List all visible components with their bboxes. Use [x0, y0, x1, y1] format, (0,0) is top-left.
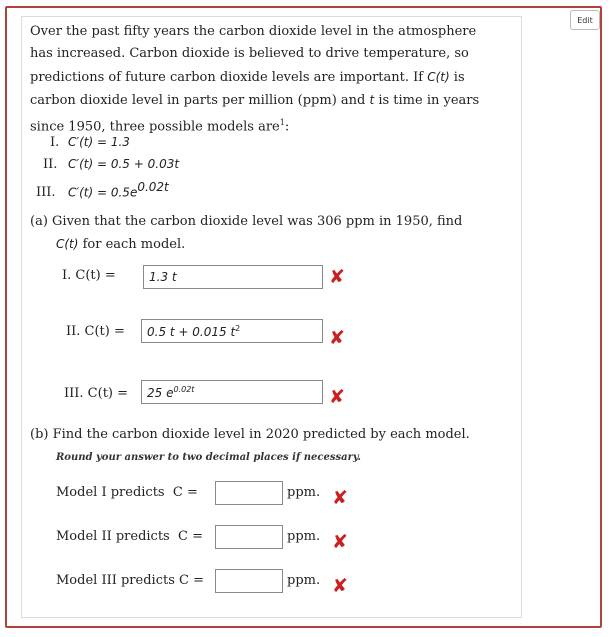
incorrect-icon: ✘	[329, 266, 345, 288]
incorrect-icon: ✘	[332, 575, 348, 597]
unit-ppm: ppm.	[287, 573, 321, 588]
intro-line-3: predictions of future carbon dioxide levels are important. If C(t) is	[30, 69, 465, 85]
answer-a2-label: II. C(t) =	[66, 324, 125, 339]
answer-b1-input[interactable]	[215, 481, 283, 505]
rounding-note: Round your answer to two decimal places if necessary.	[56, 452, 361, 463]
incorrect-icon: ✘	[329, 386, 345, 408]
edit-button[interactable]: Edit	[570, 10, 600, 30]
part-a-line-2: C(t) for each model.	[56, 237, 186, 252]
model-2: II. C′(t) = 0.5 + 0.03t	[43, 157, 180, 172]
model-3: III. $C'(t) = 0.5e^{0.02t}$	[36, 180, 169, 201]
answer-b2-label: Model II predicts C =	[56, 529, 203, 544]
incorrect-icon: ✘	[329, 327, 345, 349]
incorrect-icon: ✘	[332, 487, 348, 509]
answer-b1-label: Model I predicts C =	[56, 485, 198, 500]
intro-line-2: has increased. Carbon dioxide is believed to drive temperature, so	[30, 46, 469, 62]
answer-a3-input[interactable]: 25 $e^{0.02t}$	[141, 380, 323, 404]
incorrect-icon: ✘	[332, 531, 348, 553]
answer-b2-input[interactable]	[215, 525, 283, 549]
problem-intro	[30, 21, 510, 139]
answer-a3-label: III. C(t) =	[64, 386, 129, 401]
intro-line-4: carbon dioxide level in parts per million (ppm) and t is time in years	[30, 92, 480, 108]
part-b-line-1: (b) Find the carbon dioxide level in 2020 predicted by each model.	[30, 427, 470, 442]
answer-a1-input[interactable]: 1.3 t	[143, 265, 323, 289]
part-a-line-1: (a) Given that the carbon dioxide level was 306 ppm in 1950, find	[30, 214, 463, 229]
answer-a2-input[interactable]: 0.5 t + 0.015 $t^2$	[141, 319, 323, 343]
answer-b3-input[interactable]	[215, 569, 283, 593]
answer-a1-label: I. C(t) =	[62, 268, 116, 283]
answer-b3-label: Model III predicts C =	[56, 573, 204, 588]
intro-line-5: since 1950, three possible models are$^1$:	[30, 118, 290, 135]
model-1: I. C′(t) = 1.3	[50, 135, 130, 150]
intro-line-1: Over the past fifty years the carbon dioxide level in the atmosphere	[30, 24, 477, 39]
footnote-mark: 1	[279, 118, 285, 128]
unit-ppm: ppm.	[287, 485, 321, 500]
unit-ppm: ppm.	[287, 529, 321, 544]
